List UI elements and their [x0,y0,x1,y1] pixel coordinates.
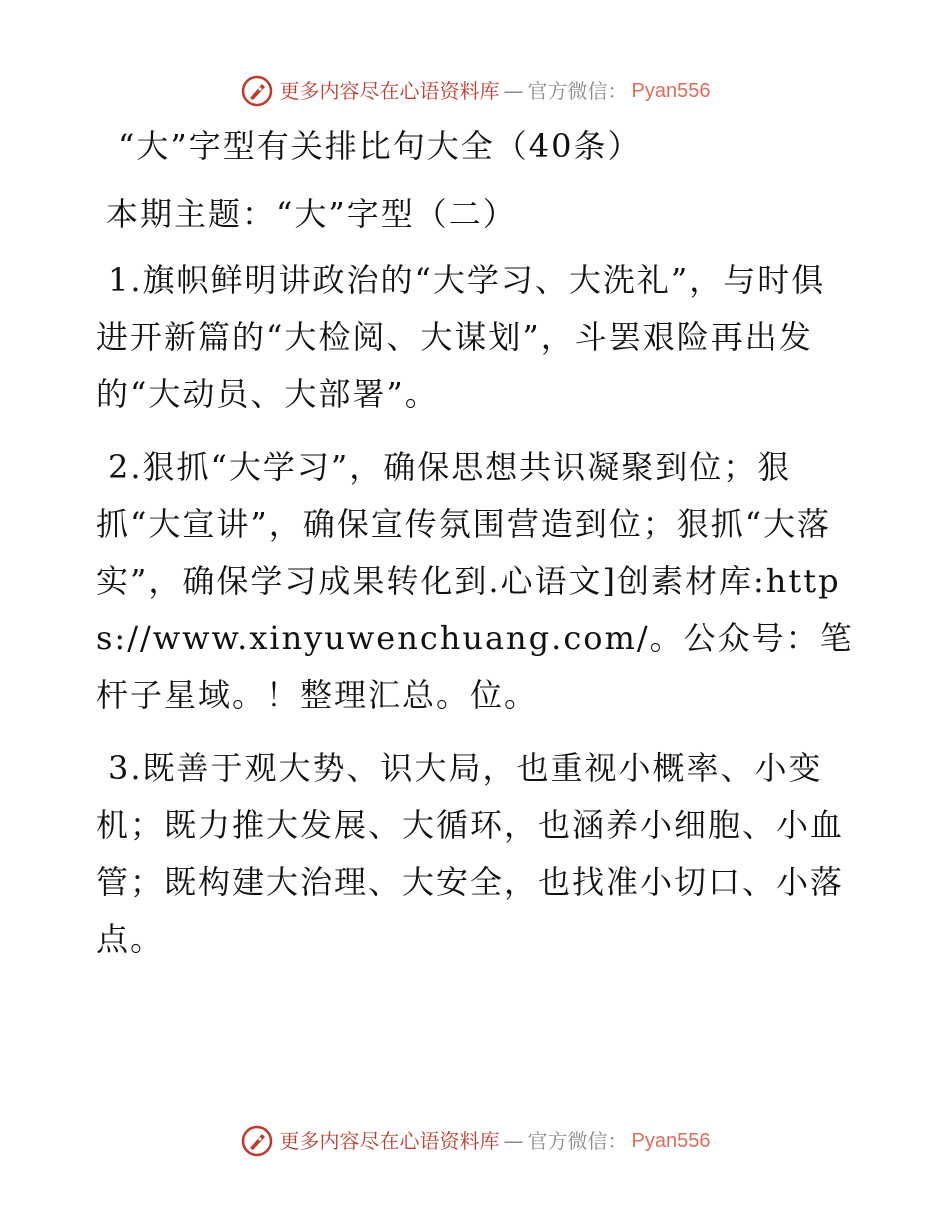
header-watermark [0,74,950,108]
paragraph-1: 1.旗帜鲜明讲政治的“大学习、大洗礼”，与时俱进开新篇的“大检阅、大谋划”，斗罢艰险再出发的“大动员、大部署”。 [96,261,826,413]
watermark-wechat-id: Pyan556 [631,80,711,102]
watermark-wechat-label: 官方微信： [527,79,628,103]
watermark-separator: — [503,1129,524,1153]
footer-watermark [0,1124,950,1158]
pen-nib-circle-icon [240,74,274,108]
watermark-main-text: 更多内容尽在心语资料库 [279,79,500,103]
watermark-wechat-label: 官方微信： [527,1129,628,1153]
paragraph-3: 3.既善于观大势、识大局，也重视小概率、小变机；既力推大发展、大循环，也涵养小细胞、小血管；既构建大治理、大安全，也找准小切口、小落点。 [96,749,845,958]
paragraph-2: 2.狠抓“大学习”，确保思想共识凝聚到位；狠抓“大宣讲”，确保宣传氛围营造到位；狠抓“大落实”，确保学习成果转化到.心语文]创素材库:https://www.xinyuwenchuang.com/。公众号：笔杆子星域。！整理汇总。位。 [96,448,854,714]
watermark-wechat-id: Pyan556 [631,1130,711,1152]
document-body [96,122,856,984]
watermark-separator: — [503,79,524,103]
pen-nib-circle-icon [240,1124,274,1158]
document-subtitle: 本期主题：“大”字型（二） [106,195,517,233]
document-title: “大”字型有关排比句大全（40条） [118,127,642,165]
watermark-main-text: 更多内容尽在心语资料库 [279,1129,500,1153]
